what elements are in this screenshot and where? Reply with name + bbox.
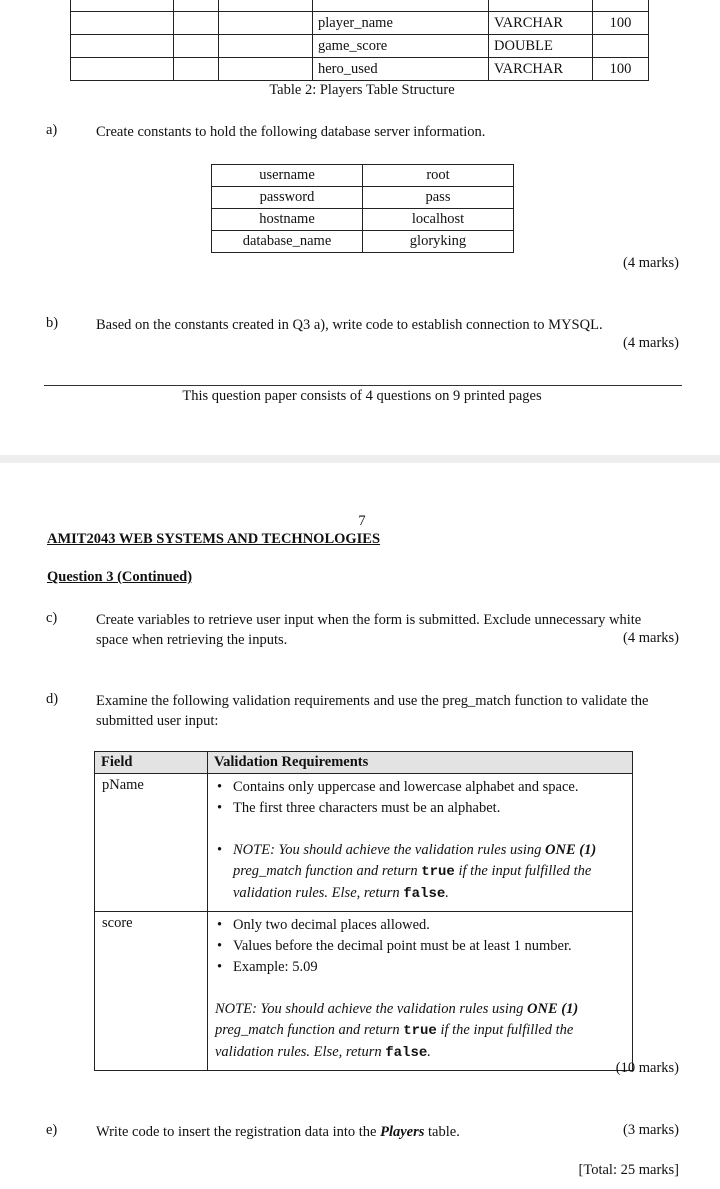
question-a-label: a)	[46, 122, 58, 138]
field-column-header: Field	[95, 752, 208, 774]
table-row	[212, 231, 514, 253]
length-cell	[593, 35, 649, 58]
question-d-marks: (10 marks)	[615, 1060, 679, 1076]
total-marks: [Total: 25 marks]	[578, 1162, 679, 1178]
requirements-cell	[208, 912, 633, 1071]
question-d-label: d)	[46, 691, 59, 707]
requirements-cell	[208, 774, 633, 912]
question-b-label: b)	[46, 315, 59, 331]
bullet-icon: •	[217, 917, 223, 933]
page-separator	[0, 455, 720, 463]
requirements-column-header: Validation Requirements	[208, 752, 633, 774]
length-cell: 100	[593, 58, 649, 81]
length-cell: 100	[593, 12, 649, 35]
field-name-cell: score	[95, 912, 208, 1071]
question-c-marks: (4 marks)	[623, 630, 679, 646]
column-name-cell: player_name	[313, 12, 489, 35]
list-item: • Example: 5.09	[215, 957, 626, 978]
list-item: • Only two decimal places allowed.	[215, 915, 626, 936]
code-true: true	[403, 1023, 437, 1039]
list-item: • The first three characters must be an alphabet.	[215, 798, 626, 819]
validation-requirements-table	[94, 751, 633, 1071]
column-name-cell: hero_used	[313, 58, 489, 81]
bullet-icon: •	[217, 938, 223, 954]
table-row	[71, 0, 649, 12]
table-caption: Table 2: Players Table Structure	[269, 82, 455, 98]
constant-value: root	[363, 165, 514, 187]
section-title: Question 3 (Continued)	[47, 569, 193, 585]
data-type-cell: DOUBLE	[489, 35, 593, 58]
footer-note: This question paper consists of 4 questions on 9 printed pages	[182, 388, 542, 404]
question-e-label: e)	[46, 1122, 58, 1138]
list-item: • Contains only uppercase and lowercase alphabet and space.	[215, 777, 626, 798]
question-c-line1: Create variables to retrieve user input when the form is submitted. Exclude unnecessary white	[96, 612, 642, 628]
database-constants-table	[211, 164, 514, 253]
table-row	[95, 774, 633, 912]
question-c-label: c)	[46, 610, 58, 626]
question-c-line2: space when retrieving the inputs.	[96, 632, 288, 648]
course-title: AMIT2043 WEB SYSTEMS AND TECHNOLOGIES	[47, 531, 381, 547]
players-table-structure	[70, 0, 649, 81]
footer-divider	[44, 385, 682, 386]
bullet-icon: •	[217, 959, 223, 975]
table-row	[95, 912, 633, 1071]
constant-value: gloryking	[363, 231, 514, 253]
code-false: false	[385, 1045, 428, 1061]
constant-name: username	[212, 165, 363, 187]
code-false: false	[403, 886, 446, 902]
question-a-text: Create constants to hold the following database server information.	[96, 124, 486, 140]
constant-value: pass	[363, 187, 514, 209]
bullet-icon: •	[217, 779, 223, 795]
code-true: true	[421, 864, 455, 880]
table-row	[212, 165, 514, 187]
question-d-text: Examine the following validation requirements and use the preg_match function to validate the submitted user input:	[96, 693, 649, 729]
list-item: • Values before the decimal point must be at least 1 number.	[215, 936, 626, 957]
bullet-icon: •	[217, 842, 223, 858]
page-number: 7	[358, 513, 366, 529]
constant-name: hostname	[212, 209, 363, 231]
bullet-icon: •	[217, 800, 223, 816]
table-row	[212, 209, 514, 231]
data-type-cell: VARCHAR	[489, 58, 593, 81]
question-b-marks: (4 marks)	[623, 335, 679, 351]
question-e-text: Write code to insert the registration data into the Players table.	[96, 1124, 460, 1140]
requirements-list	[215, 915, 626, 978]
table-row	[71, 12, 649, 35]
column-name-cell: game_score	[313, 35, 489, 58]
list-item-note: • NOTE: You should achieve the validation rules using ONE (1) preg_match function and return true if the input fulfilled the validation rules. Else, return false.	[217, 842, 597, 902]
constant-value: localhost	[363, 209, 514, 231]
table-header-row	[95, 752, 633, 774]
field-name-cell: pName	[95, 774, 208, 912]
table-row	[212, 187, 514, 209]
question-e-marks: (3 marks)	[623, 1122, 679, 1138]
requirements-list	[215, 777, 626, 905]
table-row	[71, 58, 649, 81]
question-b-text: Based on the constants created in Q3 a), write code to establish connection to MYSQL.	[96, 317, 603, 333]
question-a-marks: (4 marks)	[623, 255, 679, 271]
note-paragraph: NOTE: You should achieve the validation rules using ONE (1) preg_match function and return true if the input fulfilled the validation rules. Else, return false.	[215, 1001, 579, 1061]
constant-name: password	[212, 187, 363, 209]
constant-name: database_name	[212, 231, 363, 253]
table-row	[71, 35, 649, 58]
data-type-cell: VARCHAR	[489, 12, 593, 35]
